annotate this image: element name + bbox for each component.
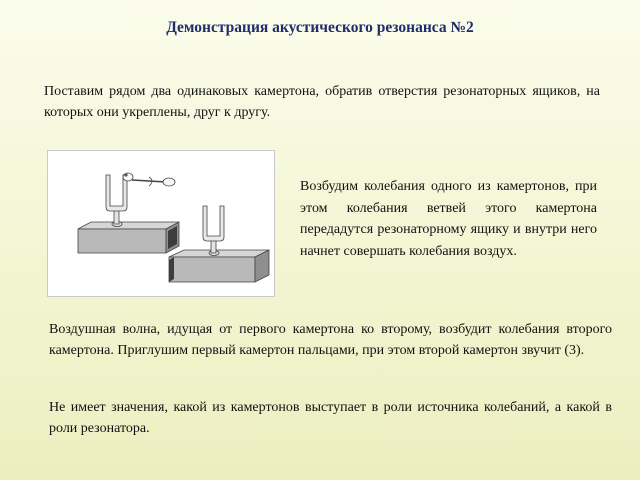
air-wave-paragraph: Воздушная волна, идущая от первого камертона ко второму, возбудит колебания второго камертона. Приглушим первый камертон пальцами, при этом второй камертон звучит (3). (49, 322, 612, 358)
conclusion-paragraph: Не имеет значения, какой из камертонов выступает в роли источника колебаний, а какой в роли резонатора. (49, 400, 612, 436)
first-resonator-box (78, 222, 179, 253)
intro-paragraph: Поставим рядом два одинаковых камертона, обратив отверстия резонаторных ящиков, на которых они укреплены, друг к другу. (44, 84, 600, 120)
tuning-fork-illustration (47, 150, 275, 297)
second-resonator-box (169, 250, 269, 282)
tuning-forks-diagram (48, 151, 274, 296)
first-tuning-fork (106, 175, 127, 227)
slide-title: Демонстрация акустического резонанса №2 (166, 19, 474, 36)
second-tuning-fork (203, 206, 224, 256)
excitation-paragraph: Возбудим колебания одного из камертонов, при этом колебания ветвей этого камертона передадутся резонаторному ящику и внутри него начнет совершать колебания воздух. (300, 179, 597, 259)
mallet-icon (123, 173, 175, 186)
